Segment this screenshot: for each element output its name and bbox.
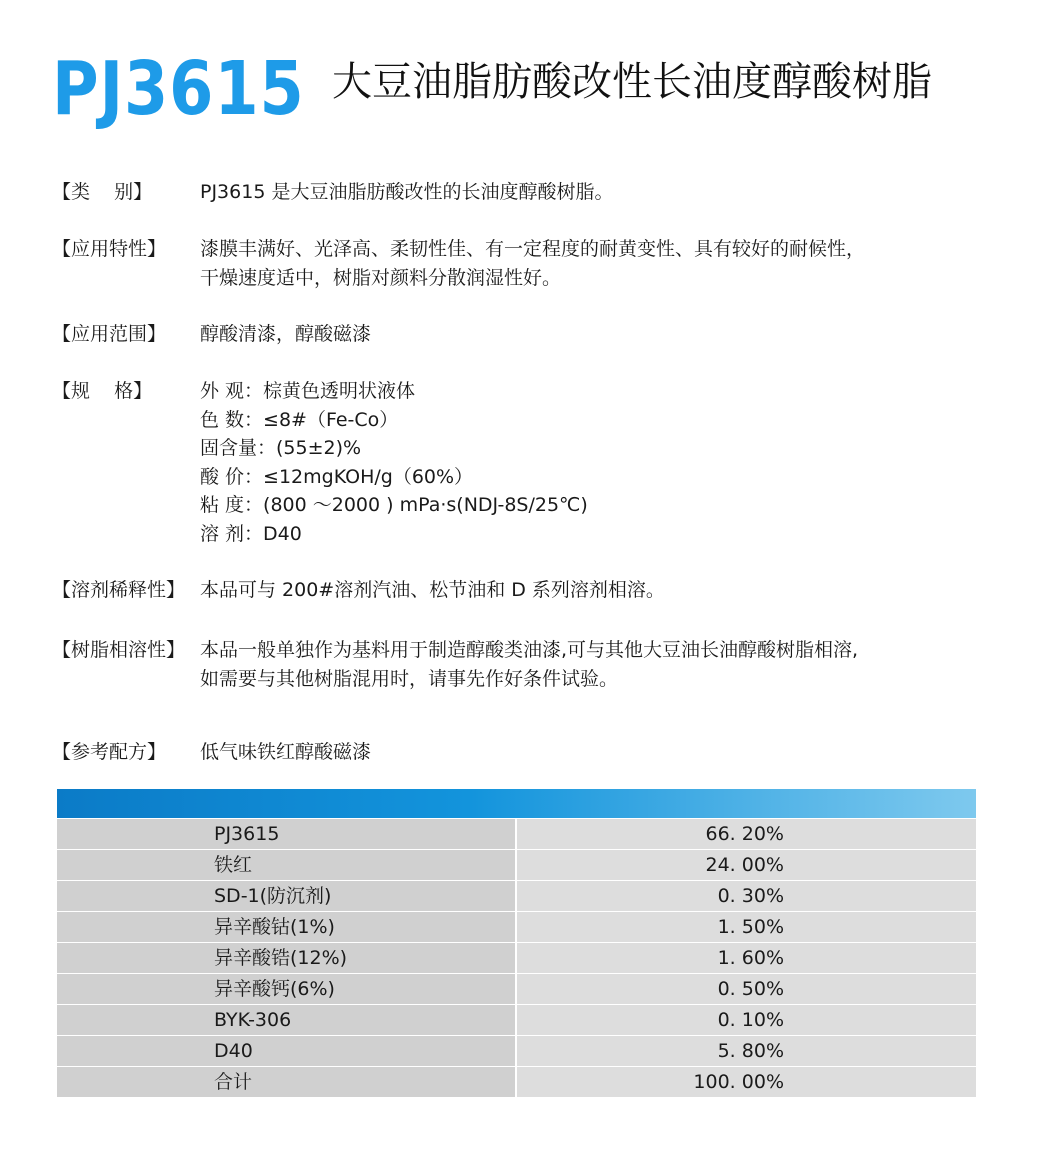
table-row [57, 819, 976, 849]
spec-color: 色 数：≤8#（Fe-Co） [200, 408, 399, 431]
spec-viscosity: 粘 度：(800 ～2000 ) mPa·s(NDJ-8S/25℃) [200, 494, 588, 516]
product-title: 大豆油脂肪酸改性长油度醇酸树脂 [332, 59, 932, 105]
table-row-total [57, 1067, 976, 1097]
section-text: 本品一般单独作为基料用于制造醇酸类油漆,可与其他大豆油长油醇酸树脂相溶, [200, 639, 859, 661]
section-label: 【树脂相溶性】 [52, 639, 186, 661]
table-row [57, 912, 976, 942]
spec-acid-value: 酸 价：≤12mgKOH/g（60%） [200, 465, 474, 488]
section-text: 漆膜丰满好、光泽高、柔韧性佳、有一定程度的耐黄变性、具有较好的耐候性， [200, 238, 866, 260]
table-row [57, 1036, 976, 1066]
ingredient-name: 异辛酸钙(6%) [57, 974, 515, 1004]
spec-solids: 固含量：(55±2)% [200, 437, 362, 459]
table-header-band [57, 789, 976, 818]
ingredient-name: PJ3615 [57, 819, 515, 849]
section-text: 干燥速度适中，树脂对颜料分散润湿性好。 [200, 266, 562, 289]
ingredient-percent: 24. 00% [517, 850, 976, 880]
section-label: 【参考配方】 [52, 741, 167, 763]
ingredient-percent: 1. 60% [517, 943, 976, 973]
section-text: 醇酸清漆，醇酸磁漆 [200, 323, 372, 345]
section-text: 低气味铁红醇酸磁漆 [200, 741, 372, 763]
section-label: 【应用范围】 [52, 323, 167, 345]
ingredient-name: D40 [57, 1036, 515, 1066]
ingredient-name: 异辛酸钴(1%) [57, 912, 515, 942]
product-code: PJ3615 [52, 46, 305, 132]
section-text: PJ3615 是大豆油脂肪酸改性的长油度醇酸树脂。 [200, 181, 614, 203]
ingredient-percent: 0. 30% [517, 881, 976, 911]
page-header [0, 0, 1042, 150]
ingredient-name: 铁红 [57, 850, 515, 880]
formula-table [57, 789, 976, 1097]
table-row [57, 881, 976, 911]
section-text: 本品可与 200#溶剂汽油、松节油和 D 系列溶剂相溶。 [200, 579, 665, 601]
ingredient-name: SD-1(防沉剂) [57, 881, 515, 911]
table-row [57, 850, 976, 880]
table-row [57, 943, 976, 973]
ingredient-percent: 0. 50% [517, 974, 976, 1004]
ingredient-percent: 0. 10% [517, 1005, 976, 1035]
section-label: 【溶剂稀释性】 [52, 579, 186, 601]
table-row [57, 974, 976, 1004]
section-text: 如需要与其他树脂混用时，请事先作好条件试验。 [200, 667, 619, 690]
spec-appearance: 外 观：棕黄色透明状液体 [200, 380, 416, 402]
section-label: 【类 别】 [52, 181, 153, 203]
ingredient-name: BYK-306 [57, 1005, 515, 1035]
section-label: 【规 格】 [52, 380, 153, 402]
table-row [57, 1005, 976, 1035]
ingredient-percent: 5. 80% [517, 1036, 976, 1066]
spec-solvent: 溶 剂：D40 [200, 522, 302, 545]
section-label: 【应用特性】 [52, 238, 167, 260]
ingredient-name: 异辛酸锆(12%) [57, 943, 515, 973]
ingredient-percent: 100. 00% [517, 1067, 976, 1097]
ingredient-name: 合计 [57, 1067, 515, 1097]
ingredient-percent: 66. 20% [517, 819, 976, 849]
ingredient-percent: 1. 50% [517, 912, 976, 942]
